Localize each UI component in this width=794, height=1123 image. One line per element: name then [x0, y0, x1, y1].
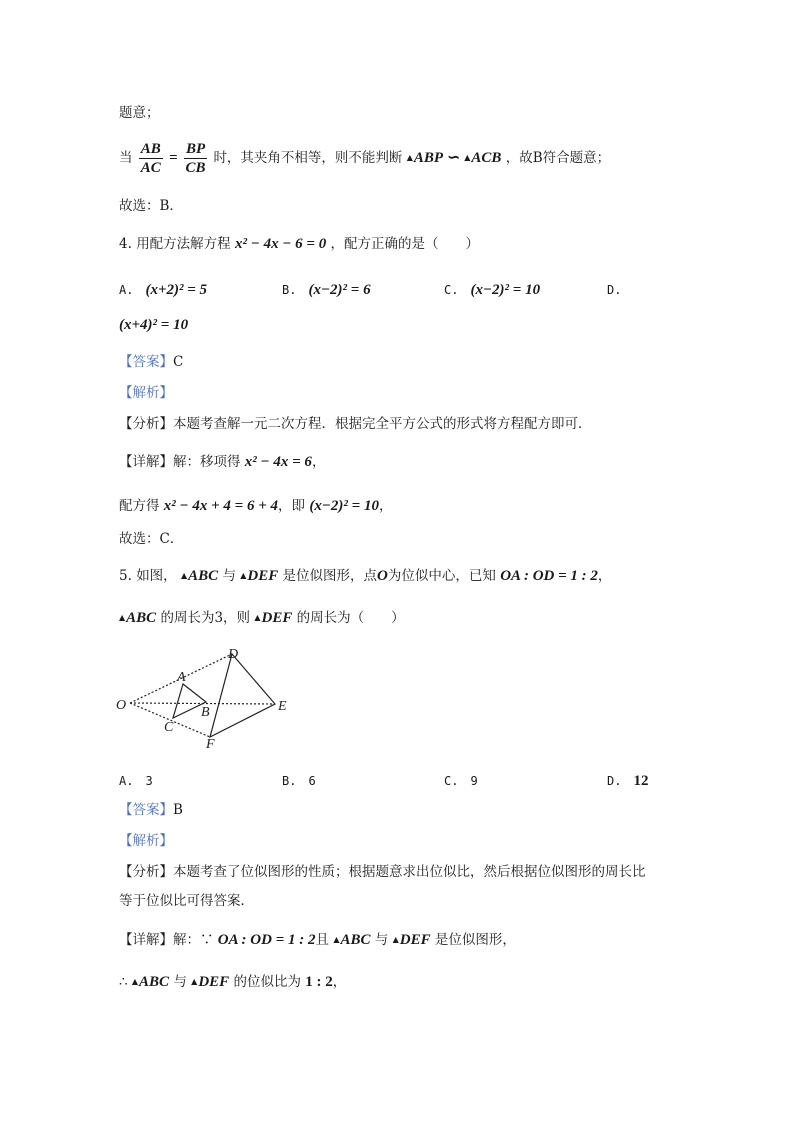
- fenxi-line-2: 等于位似比可得答案．: [119, 893, 254, 909]
- conclusion-line: ∴ ▲ABC 与 ▲DEF 的位似比为 1 : 2，: [119, 974, 347, 990]
- analysis-tag: 【解析】: [119, 385, 173, 401]
- triangle-icon: ▲: [464, 153, 471, 162]
- text-line: 故选：B．: [119, 198, 183, 214]
- option-a: A. 3: [119, 774, 153, 788]
- triangle-icon: ▲: [406, 153, 413, 162]
- label-d: D: [228, 647, 239, 662]
- label-b: B: [201, 705, 210, 720]
- triangle-icon: ▲: [333, 935, 340, 944]
- answer-line: 【答案】B: [119, 802, 183, 818]
- triangle-icon: ▲: [392, 935, 399, 944]
- triangle-icon: ▲: [254, 613, 261, 622]
- equals-sign: =: [169, 150, 178, 166]
- text: 题意；: [119, 105, 160, 121]
- label-o: O: [116, 698, 127, 713]
- text: 当: [119, 150, 133, 166]
- condition-line: 当 $\frac{AB}{AC}$ = $\frac{BP}{CB}$ 时，其夹角不相等，则不能判断 ▲ABP ∽ ▲ACB ，故B符合题意；: [119, 141, 611, 176]
- question-number: 4.: [119, 236, 132, 252]
- triangle-def: [210, 654, 275, 737]
- option-b: B. 6: [282, 774, 316, 788]
- question-5-stem: 5. 如图， ▲ABC 与 ▲DEF 是位似图形，点O为位似中心，已知 OA : OD = 1 : 2，: [119, 568, 612, 584]
- fenxi-line: 【分析】本题考查了位似图形的性质；根据题意求出位似比，然后根据位似图形的周长比: [119, 864, 646, 880]
- triangle-icon: ▲: [240, 571, 247, 580]
- detail-line: 【详解】解：∵ OA : OD = 1 : 2且 ▲ABC 与 ▲DEF 是位似图形，: [119, 932, 516, 948]
- label-a: A: [177, 670, 186, 685]
- fenxi-line: 【分析】本题考查解一元二次方程．根据完全平方公式的形式将方程配方即可．: [119, 416, 592, 432]
- fraction-bp-cb: $\frac{BP}{CB}$: [185, 141, 206, 176]
- question-4-stem: 4. 用配方法解方程 x² − 4x − 6 = 0 ，配方正确的是（ ）: [119, 236, 480, 252]
- text: 时，其夹角不相等，则不能判断: [213, 150, 403, 166]
- label-e: E: [278, 699, 287, 714]
- option-a: A. (x+2)² = 5: [119, 282, 208, 298]
- label-f: F: [206, 737, 215, 750]
- fraction-ab-ac: $\frac{AB}{AC}$: [140, 141, 161, 176]
- triangle-icon: ▲: [131, 977, 139, 986]
- option-c: C. (x−2)² = 10: [444, 282, 541, 298]
- text-line: [119, 103, 160, 123]
- triangle-icon: ▲: [180, 571, 188, 580]
- similar-symbol: ∽: [447, 150, 460, 166]
- analysis-tag: 【解析】: [119, 833, 173, 849]
- text: ，故B符合题意；: [505, 150, 611, 166]
- question-5-stem-2: ▲ABC 的周长为3，则 ▲DEF 的周长为（ ）: [119, 610, 405, 626]
- label-c: C: [164, 720, 174, 735]
- triangle-icon: ▲: [191, 977, 198, 986]
- text-line: 故选：C．: [119, 531, 184, 547]
- equation: x² − 4x − 6 = 0: [234, 236, 327, 252]
- answer-line: 【答案】C: [119, 354, 184, 370]
- option-c: C. 9: [444, 774, 478, 788]
- option-d: D. 12: [607, 773, 649, 789]
- triangle-icon: ▲: [119, 613, 126, 622]
- detail-line-2: 配方得 x² − 4x + 4 = 6 + 4，即 (x−2)² = 10，: [119, 498, 393, 514]
- detail-line: 【详解】解：移项得 x² − 4x = 6，: [119, 454, 326, 470]
- option-b: B. (x−2)² = 6: [282, 282, 371, 298]
- option-d: D.: [607, 283, 622, 297]
- question-number: 5.: [119, 568, 132, 584]
- option-d-value: (x+4)² = 10: [119, 317, 189, 333]
- homothety-figure: [112, 640, 302, 750]
